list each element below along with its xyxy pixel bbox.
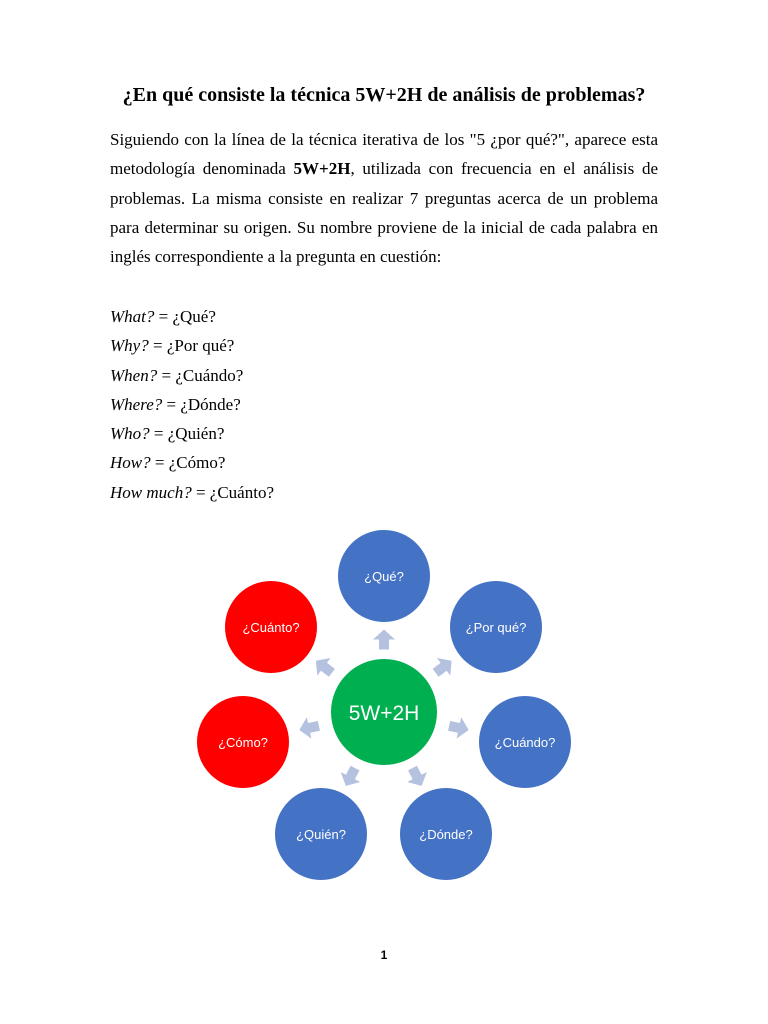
center-label: 5W+2H bbox=[348, 702, 420, 725]
question-separator: = bbox=[154, 307, 173, 326]
question-english: How much? bbox=[110, 482, 192, 502]
question-separator: = bbox=[148, 336, 167, 356]
question-english: Where? bbox=[110, 394, 163, 414]
question-english: Who? bbox=[110, 424, 150, 444]
page-title: ¿En qué consiste la técnica 5W+2H de análisis de problemas? bbox=[122, 84, 646, 106]
question-separator: = bbox=[149, 424, 168, 444]
arrow-icon bbox=[297, 715, 321, 741]
node-label: ¿Dónde? bbox=[419, 827, 473, 842]
arrow-icon bbox=[336, 763, 365, 791]
diagram-node-por-que bbox=[450, 581, 542, 673]
arrow-icon bbox=[373, 630, 395, 650]
page-number: 1 bbox=[380, 948, 388, 962]
question-english: Why? bbox=[110, 336, 149, 356]
node-label: ¿Cómo? bbox=[218, 735, 268, 750]
arrow-icon bbox=[403, 763, 432, 791]
diagram-node-quien bbox=[275, 788, 367, 880]
question-spanish: ¿Dónde? bbox=[180, 394, 241, 414]
question-spanish: ¿Quién? bbox=[167, 424, 225, 444]
question-spanish: ¿Por qué? bbox=[166, 336, 235, 356]
node-label: ¿Cuándo? bbox=[494, 735, 556, 750]
arrow-icon bbox=[309, 652, 338, 682]
diagram-node-donde bbox=[400, 788, 492, 880]
question-spanish: ¿Qué? bbox=[172, 307, 216, 326]
node-label: ¿Por qué? bbox=[465, 620, 527, 635]
question-separator: = bbox=[162, 394, 181, 414]
question-english: How? bbox=[110, 453, 151, 473]
question-separator: = bbox=[191, 482, 210, 502]
intro-highlight: 5W+2H bbox=[293, 159, 351, 179]
question-spanish: ¿Cuánto? bbox=[209, 482, 274, 502]
diagram-node-cuando bbox=[479, 696, 571, 788]
diagram-center-node bbox=[331, 659, 437, 765]
node-label: ¿Quién? bbox=[296, 827, 346, 842]
question-spanish: ¿Cuándo? bbox=[175, 365, 244, 385]
question-separator: = bbox=[150, 453, 169, 473]
intro-text-before: Siguiendo con la línea de la técnica iterativa de los "5 ¿por qué?", aparece esta metodología denominada bbox=[110, 130, 658, 179]
diagram-node-cuanto bbox=[225, 581, 317, 673]
question-english: What? bbox=[110, 307, 155, 326]
arrow-icon bbox=[429, 652, 458, 682]
diagram-node-que bbox=[338, 530, 430, 622]
question-english: When? bbox=[110, 365, 158, 385]
intro-text-after: , utilizada con frecuencia en el análisis de problemas. La misma consiste en realizar 7 preguntas acerca de un problema para determinar su origen. Su nombre proviene de la inicial de cada palabra en inglés correspondiente a la pregunta en cuestión: bbox=[110, 159, 658, 267]
diagram-node-como bbox=[197, 696, 289, 788]
question-spanish: ¿Cómo? bbox=[168, 453, 226, 473]
arrow-icon bbox=[447, 715, 471, 741]
node-label: ¿Qué? bbox=[364, 569, 404, 584]
question-separator: = bbox=[157, 365, 176, 385]
node-label: ¿Cuánto? bbox=[242, 620, 300, 635]
